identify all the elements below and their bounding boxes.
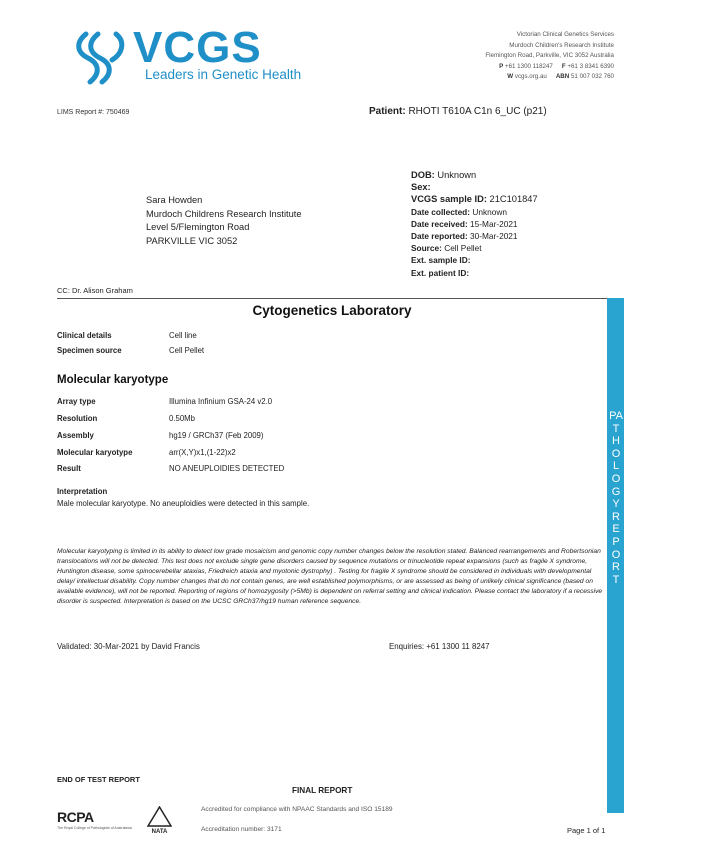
resolution-value: 0.50Mb: [169, 414, 196, 423]
phone: +61 1300 118247: [504, 62, 553, 70]
accreditation-statement: Accredited for compliance with NPAAC Standards and ISO 15189: [201, 806, 393, 813]
org-line: Murdoch Children's Research Institute: [509, 41, 614, 49]
molecular-karyotype-value: arr(X,Y)x1,(1-22)x2: [169, 448, 236, 457]
vcgs-logo-icon: [72, 28, 132, 86]
nata-logo-icon: [147, 806, 172, 834]
ext-sample-id-label: Ext. sample ID:: [411, 255, 471, 266]
date-reported-value: 30-Mar-2021: [470, 231, 518, 242]
validated: Validated: 30-Mar-2021 by David Francis: [57, 642, 200, 651]
rcpa-subtitle: The Royal College of Pathologists of Australasia: [57, 826, 132, 830]
sex-label: Sex:: [411, 182, 431, 193]
address-line: Murdoch Childrens Research Institute: [146, 208, 302, 219]
divider: [57, 298, 607, 299]
nata-label: NATA: [151, 829, 168, 834]
web: vcgs.org.au: [514, 73, 547, 80]
interpretation-text: Male molecular karyotype. No aneuploidies were detected in this sample.: [57, 499, 310, 508]
date-received-label: Date received:: [411, 218, 468, 229]
dob-value: Unknown: [437, 170, 477, 180]
accreditation-number: Accreditation number: 3171: [201, 826, 282, 833]
web-label: W: [507, 73, 514, 80]
address-line: PARKVILLE VIC 3052: [146, 235, 238, 246]
resolution-label: Resolution: [57, 414, 98, 423]
patient: [369, 106, 547, 117]
logo-wordmark: VCGS: [133, 23, 262, 72]
disclaimer: Molecular karyotyping is limited in its ability to detect low grade mosaicism and genomic copy number changes below the resolution stated. Balanced rearrangements and Robertsonian translocations will not be detected. This test does not exclude single gene disorders caused by sequence mutations or trinucleotide repeat expansions (such as fragile X syndrome, Huntington disease, some spinocerebellar ataxias, Friedreich ataxia and myotonic dystrophy) . Testing for fragile X syndrome should be considered in individuals with developmental delay/ intellectual disability. Copy number changes that do not contain genes, are well established polymorphisms, or are assessed as being of unlikely clinical significance (based on available evidence), will not be reported. Reporting of regions of homozygosity (>5Mb) is dependent on referral setting and clinical indication. Please contact the laboratory if a recessive disorder is suspected. Interpretation is based on the UCSC GRCh37/hg19 human reference sequence.: [57, 548, 603, 605]
section-title: Molecular karyotype: [57, 374, 169, 386]
recipient-address: [146, 194, 302, 248]
sidebar-label: PATHOLOGY REPORT: [609, 410, 623, 586]
final-report: FINAL REPORT: [292, 786, 353, 795]
page-number: Page 1 of 1: [567, 826, 606, 835]
date-reported-label: Date reported:: [411, 231, 468, 242]
date-collected-label: Date collected:: [411, 206, 471, 217]
cc-line: CC: Dr. Alison Graham: [57, 286, 133, 295]
sample-metadata: [411, 169, 538, 279]
clinical-details-label: Clinical details: [57, 331, 112, 340]
fax: +61 3 8341 6390: [567, 62, 614, 70]
abn-label: ABN: [555, 73, 570, 80]
date-collected-value: Unknown: [472, 206, 507, 217]
patient-label: Patient:: [369, 106, 406, 117]
clinical-details-value: Cell line: [169, 331, 197, 340]
array-type-value: Illumina Infinium GSA-24 v2.0: [169, 397, 273, 406]
interpretation-label: Interpretation: [57, 487, 108, 496]
abn: 51 007 032 760: [570, 73, 614, 80]
address-line: Level 5/Flemington Road: [146, 222, 250, 232]
lims-report-number: LIMS Report #: 750469: [57, 109, 130, 116]
rcpa-logo-icon: RCPA: [57, 809, 94, 825]
sample-id-value: 21C101847: [489, 194, 538, 205]
org-line: Victorian Clinical Genetics Services: [516, 31, 614, 38]
address-line: Sara Howden: [146, 195, 203, 205]
organisation-details: [384, 30, 614, 83]
assembly-value: hg19 / GRCh37 (Feb 2009): [169, 431, 264, 440]
source-value: Cell Pellet: [444, 243, 482, 254]
org-line: Flemington Road, Parkville, VIC 3052 Australia: [485, 52, 614, 59]
specimen-source-label: Specimen source: [57, 346, 122, 355]
assembly-label: Assembly: [57, 431, 94, 440]
dob-label: DOB:: [411, 170, 435, 180]
lab-title: Cytogenetics Laboratory: [252, 303, 412, 318]
fax-label: F: [561, 62, 566, 70]
source-label: Source:: [411, 243, 442, 254]
result-label: Result: [57, 464, 81, 473]
result-value: NO ANEUPLOIDIES DETECTED: [169, 464, 285, 473]
date-received-value: 15-Mar-2021: [470, 218, 518, 229]
logo-tagline: Leaders in Genetic Health: [145, 67, 302, 82]
sample-id-label: VCGS sample ID:: [411, 194, 487, 205]
molecular-karyotype-label: Molecular karyotype: [57, 448, 133, 457]
enquiries: Enquiries: +61 1300 11 8247: [389, 642, 490, 651]
phone-label: P: [499, 62, 504, 70]
patient-value: RHOTI T610A C1n 6_UC (p21): [408, 106, 547, 117]
ext-patient-id-label: Ext. patient ID:: [411, 267, 470, 278]
end-of-report: END OF TEST REPORT: [57, 775, 140, 784]
array-type-label: Array type: [57, 397, 96, 406]
specimen-source-value: Cell Pellet: [169, 346, 205, 355]
